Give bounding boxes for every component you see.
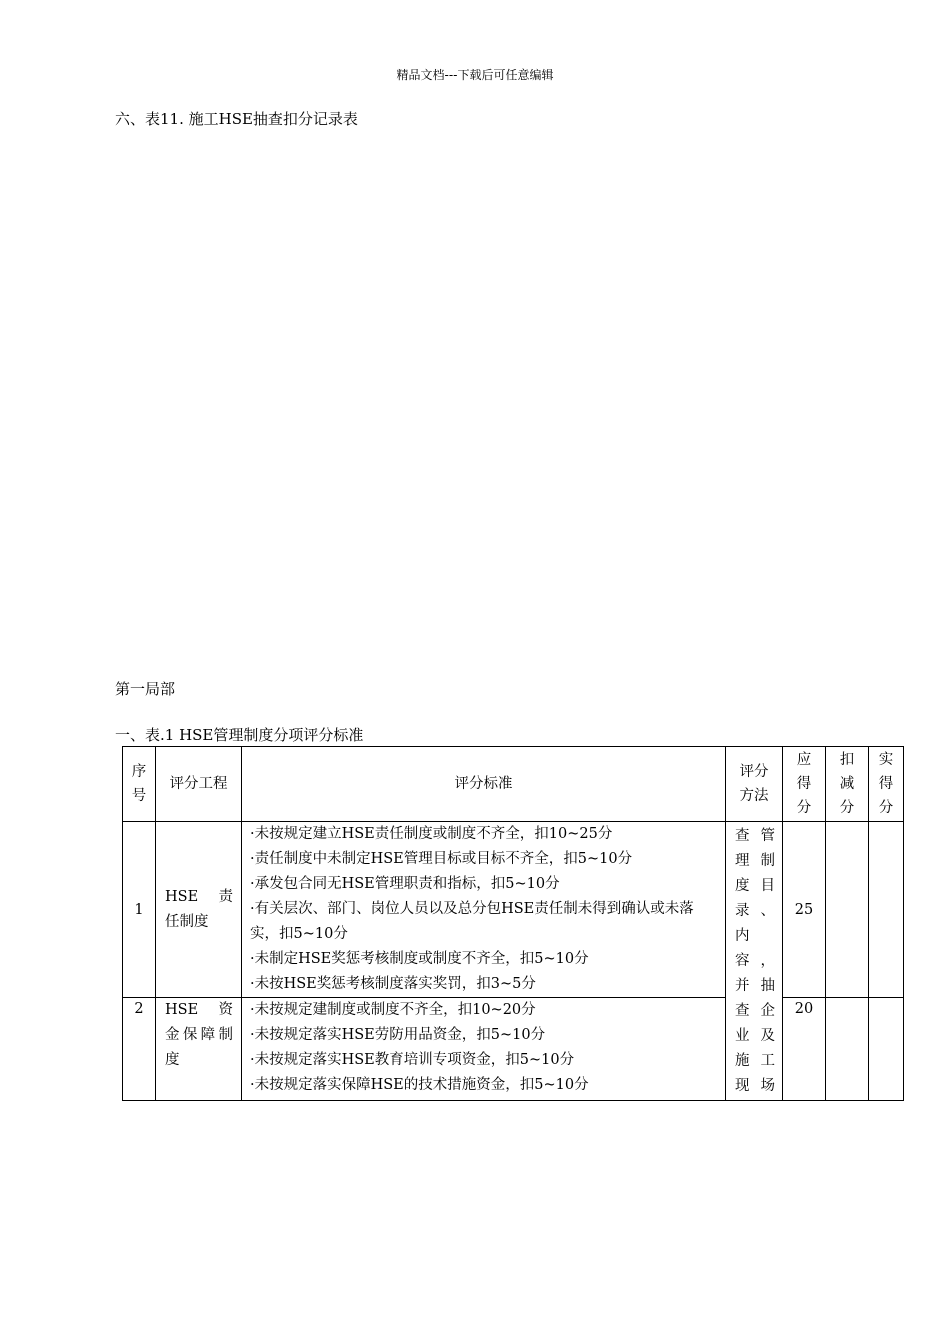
header-should-score: 应 得 分 — [783, 747, 826, 822]
header-method: 评分 方法 — [726, 747, 783, 822]
table-caption: 一、表.1 HSE管理制度分项评分标准 — [115, 726, 364, 744]
header-standard: 评分标准 — [242, 747, 726, 822]
row-deduct — [826, 998, 869, 1101]
header-seq: 序 号 — [123, 747, 156, 822]
heading-table-11: 六、表11. 施工HSE抽查扣分记录表 — [115, 110, 358, 128]
header-item: 评分工程 — [156, 747, 242, 822]
section-title: 第一局部 — [115, 680, 176, 698]
table-header-row — [123, 747, 904, 822]
header-deduct: 扣 减 分 — [826, 747, 869, 822]
row-actual — [869, 822, 904, 998]
row-actual — [869, 998, 904, 1101]
page-header-note: 精品文档---下载后可任意编辑 — [396, 68, 554, 82]
row-seq: 1 — [123, 822, 156, 998]
scoring-method: 查 管 理 制 度 目 录 、 内 容 ， 并 抽 查 企 业 及 施 工 现 场 — [726, 822, 783, 1101]
table-row — [123, 998, 904, 1101]
row-item: HSE 资 金保障制 度 — [156, 998, 242, 1101]
row-deduct — [826, 822, 869, 998]
row-standards: ·未按规定建制度或制度不齐全，扣10~20分 ·未按规定落实HSE劳防用品资金，扣5~10分 ·未按规定落实HSE教育培训专项资金，扣5~10分 ·未按规定落实保障HSE的技术措施资金，扣5~10分 — [242, 998, 726, 1101]
row-item: HSE 责 任制度 — [156, 822, 242, 998]
table-row — [123, 822, 904, 998]
row-should-score: 25 — [783, 822, 826, 998]
row-should-score: 20 — [783, 998, 826, 1101]
row-seq: 2 — [123, 998, 156, 1101]
hse-scoring-table — [122, 746, 904, 1101]
row-standards: ·未按规定建立HSE责任制度或制度不齐全，扣10~25分 ·责任制度中未制定HSE管理目标或目标不齐全，扣5~10分 ·承发包合同无HSE管理职责和指标，扣5~10分 ·有关层次、部门、岗位人员以及总分包HSE责任制未得到确认或未落实，扣5~10分 ·未制定HSE奖惩考核制度或制度不齐全，扣5~10分 ·未按HSE奖惩考核制度落实奖罚，扣3~5分 — [242, 822, 726, 998]
header-actual: 实 得 分 — [869, 747, 904, 822]
